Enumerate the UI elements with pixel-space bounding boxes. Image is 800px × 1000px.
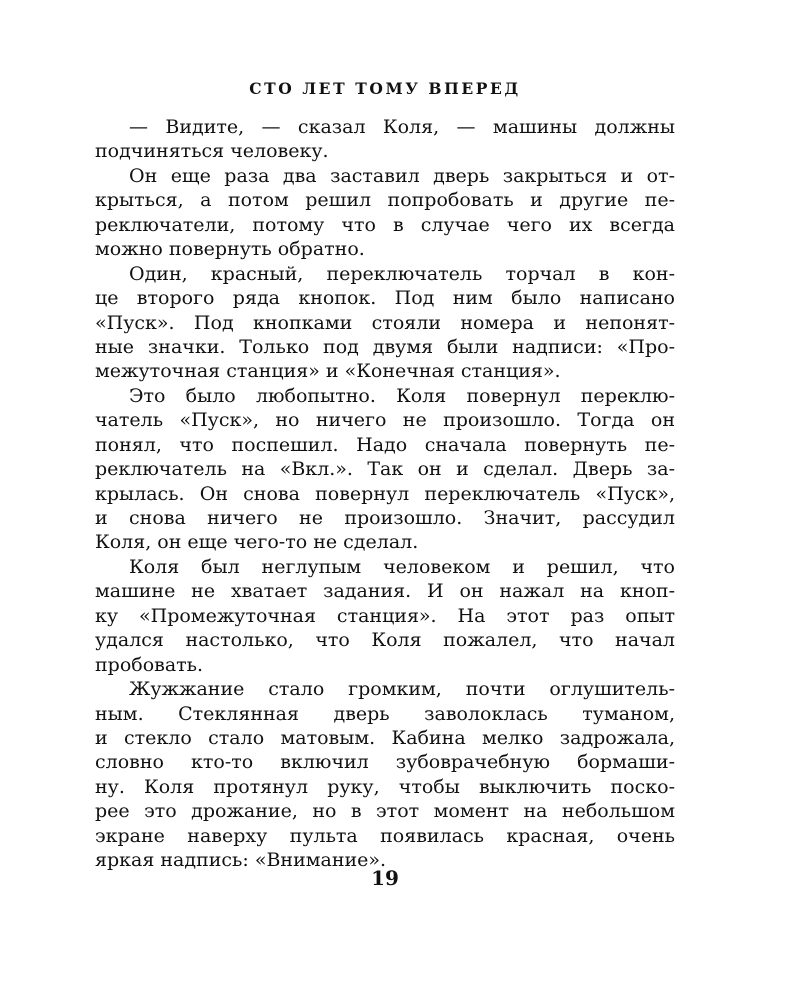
text-line: машине не хватает задания. И он нажал на кноп- <box>95 580 675 603</box>
text-line: понял, что поспешил. Надо сначала повернуть пе- <box>95 433 675 456</box>
text-line: можно повернуть обратно. <box>95 238 365 261</box>
text-line: Жужжание стало громким, почти оглушитель- <box>129 678 675 701</box>
text-line: и снова ничего не произошло. Значит, рассудил <box>95 507 675 529</box>
text-line: чатель «Пуск», но ничего не произошло. Тогда он <box>95 409 675 432</box>
page-number: 19 <box>371 866 399 890</box>
text-line: и стекло стало матовым. Кабина мелко задрожала, <box>95 726 675 749</box>
text-line: реключатели, потому что в случае чего их всегда <box>95 213 675 236</box>
text-line: ные значки. Только под двумя были надписи: «Про- <box>95 335 675 358</box>
text-line: крыться, а потом решил попробовать и другие пе- <box>95 189 675 212</box>
text-line: ну. Коля протянул руку, чтобы выключить поско- <box>95 775 675 798</box>
text-line: крылась. Он снова повернул переключатель «Пуск», <box>95 482 675 505</box>
text-line: пробовать. <box>95 653 204 676</box>
book-page <box>95 0 675 1000</box>
text-line: реключатель на «Вкл.». Так он и сделал. Дверь за- <box>95 458 675 481</box>
text-line: ку «Промежуточная станция». На этот раз опыт <box>95 604 675 627</box>
text-line: удался настолько, что Коля пожалел, что начал <box>95 629 675 652</box>
text-line: Коля, он еще чего-то не сделал. <box>95 531 419 554</box>
text-line: — Видите, — сказал Коля, — машины должны <box>129 116 675 138</box>
text-line: «Пуск». Под кнопками стояли номера и непонят- <box>95 311 675 334</box>
text-line: Коля был неглупым человеком и решил, что <box>129 555 675 578</box>
text-line: яркая надпись: «Внимание». <box>95 849 387 872</box>
text-line: Один, красный, переключатель торчал в кон- <box>129 262 675 285</box>
text-line: экране наверху пульта появилась красная, очень <box>95 824 675 847</box>
text-line: рее это дрожание, но в этот момент на небольшом <box>95 800 675 823</box>
body-text <box>95 115 675 873</box>
text-line: Это было любопытно. Коля повернул переклю- <box>129 384 675 407</box>
text-line: це второго ряда кнопок. Под ним было написано <box>95 287 675 310</box>
running-head: СТО ЛЕТ ТОМУ ВПЕРЕД <box>249 79 521 98</box>
text-line: ным. Стеклянная дверь заволоклась туманом, <box>95 702 675 725</box>
text-line: подчиняться человеку. <box>95 140 329 163</box>
text-line: словно кто-то включил зубоврачебную бормаши- <box>95 751 675 774</box>
text-line: межуточная станция» и «Конечная станция». <box>95 360 561 383</box>
text-line: Он еще раза два заставил дверь закрыться и от- <box>129 164 675 187</box>
